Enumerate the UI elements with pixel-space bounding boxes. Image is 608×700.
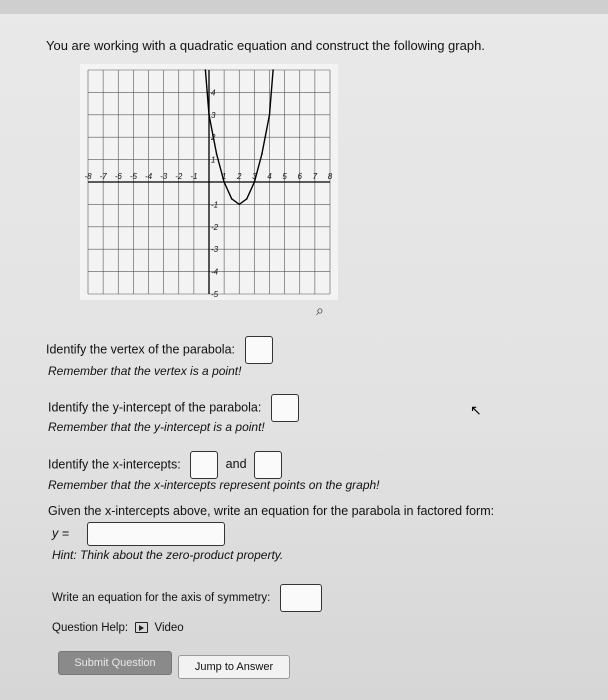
- y-tick-label: -3: [211, 245, 219, 255]
- y-tick-label: -1: [211, 200, 219, 210]
- x-tick-label: 6: [297, 172, 302, 181]
- jump-to-answer-button[interactable]: Jump to Answer: [178, 655, 290, 679]
- help-label: Question Help:: [52, 622, 129, 634]
- symmetry-row: [52, 584, 322, 612]
- x-tick-label: 3: [252, 172, 257, 181]
- x-intercepts-row: [48, 451, 282, 479]
- x-intercept-2-input[interactable]: [254, 451, 282, 479]
- x-tick-label: 7: [312, 172, 318, 181]
- y-tick-label: 1: [211, 155, 216, 165]
- parabola-point: [254, 181, 256, 183]
- x-tick-label: -4: [144, 172, 153, 181]
- x-tick-label: 4: [267, 172, 272, 181]
- factored-input[interactable]: [87, 522, 225, 546]
- y-tick-label: 4: [211, 88, 216, 98]
- parabola-point: [238, 204, 240, 206]
- factored-prefix: y =: [52, 526, 70, 541]
- parabola-point: [261, 153, 263, 155]
- y-intercept-input[interactable]: [271, 394, 299, 422]
- parabola-point: [231, 198, 233, 200]
- vertex-hint: Remember that the vertex is a point!: [48, 364, 242, 378]
- x-intercepts-hint: Remember that the x-intercepts represent points on the graph!: [48, 478, 380, 492]
- video-label: Video: [154, 622, 184, 634]
- y-tick-label: 2: [211, 133, 216, 143]
- y-tick-label: -4: [211, 267, 219, 277]
- question-prompt: You are working with a quadratic equation and construct the following graph.: [46, 38, 485, 53]
- parabola-point: [216, 153, 218, 155]
- vertex-label: Identify the vertex of the parabola:: [46, 342, 236, 357]
- factored-hint: Hint: Think about the zero-product property.: [52, 548, 284, 562]
- top-bar: [0, 0, 608, 14]
- x-tick-label: -7: [99, 172, 107, 181]
- video-link[interactable]: [131, 622, 183, 634]
- symmetry-input[interactable]: [280, 584, 322, 612]
- factored-row: [52, 522, 225, 546]
- x-tick-label: -8: [84, 172, 92, 181]
- and-label: and: [225, 457, 247, 472]
- x-tick-label: -1: [190, 172, 198, 181]
- cursor-icon: ↖: [470, 402, 482, 418]
- x-tick-label: -6: [114, 172, 122, 181]
- x-tick-label: 5: [282, 172, 287, 181]
- vertex-input[interactable]: [245, 336, 273, 364]
- x-tick-label: -5: [129, 172, 137, 181]
- x-intercepts-label: Identify the x-intercepts:: [48, 457, 181, 472]
- magnify-icon[interactable]: ⌕: [316, 302, 324, 318]
- x-intercept-1-input[interactable]: [190, 451, 218, 479]
- parabola-point: [246, 198, 248, 200]
- parabola-point: [269, 114, 271, 116]
- x-tick-label: -3: [160, 172, 168, 181]
- question-help: [52, 622, 184, 634]
- y-tick-label: 3: [211, 110, 216, 120]
- y-intercept-hint: Remember that the y-intercept is a point!: [48, 420, 265, 434]
- submit-question-button[interactable]: Submit Question: [58, 651, 172, 675]
- x-tick-label: -2: [175, 172, 183, 181]
- x-tick-label: 1: [221, 172, 227, 181]
- parabola-point: [208, 114, 210, 116]
- symmetry-label: Write an equation for the axis of symmetry:: [52, 592, 271, 605]
- factored-label: Given the x-intercepts above, write an equation for the parabola in factored form:: [48, 504, 495, 518]
- y-intercept-label: Identify the y-intercept of the parabola:: [48, 400, 262, 415]
- y-tick-label: -2: [211, 222, 219, 232]
- y-tick-label: -5: [211, 290, 219, 299]
- parabola-point: [272, 69, 274, 71]
- parabola-point: [223, 181, 225, 183]
- y-intercept-row: [48, 394, 299, 422]
- video-icon: [135, 622, 148, 633]
- parabola-point: [205, 69, 207, 71]
- vertex-row: [46, 336, 273, 364]
- parabola-graph: [80, 64, 338, 300]
- x-tick-label: 8: [327, 172, 333, 181]
- x-tick-label: 2: [237, 172, 242, 181]
